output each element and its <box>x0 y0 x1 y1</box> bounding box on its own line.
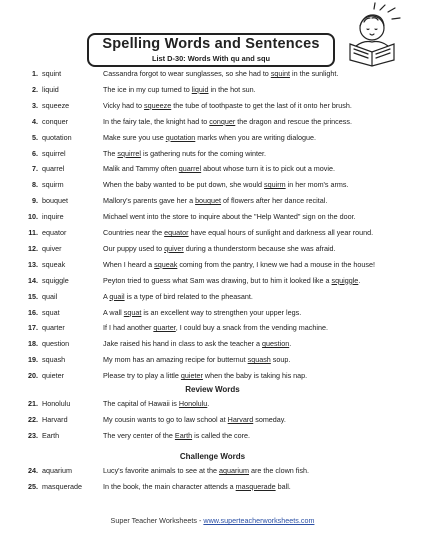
sentence-text: Countries near the <box>103 228 165 237</box>
list-subtitle: List D-30: Words With qu and squ <box>151 54 271 63</box>
word-number: 19. <box>28 355 38 365</box>
spelling-word: quail <box>42 291 58 301</box>
challenge-words-heading: Challenge Words <box>179 452 246 461</box>
sentence-text: the dragon and rescue the princess. <box>235 116 352 126</box>
word-row <box>0 82 425 98</box>
spelling-word: squiggle <box>42 275 69 285</box>
word-number: 20. <box>28 371 38 381</box>
footer <box>0 516 425 525</box>
spelling-word: quotation <box>42 132 72 142</box>
sentence-text: The ice in my cup turned to <box>103 84 192 94</box>
spelling-word: squirrel <box>42 148 66 158</box>
example-sentence <box>103 305 413 321</box>
example-sentence <box>103 273 413 289</box>
sentence-text: when the baby is taking his nap. <box>202 371 308 381</box>
spelling-word: aquarium <box>42 466 72 475</box>
word-row <box>0 257 425 273</box>
sentence-text: in her mom's arms. <box>285 180 349 190</box>
sentence-text: Peyton tried to guess what Sam was drawing, but to him it looked like a <box>103 275 332 285</box>
word-number: 3. <box>32 100 38 110</box>
sentence-text: When I heard a <box>103 259 155 269</box>
word-row <box>0 479 425 495</box>
word-row <box>0 428 425 444</box>
example-sentence <box>103 98 413 114</box>
word-number: 9. <box>32 196 38 206</box>
example-sentence <box>103 412 413 428</box>
word-number: 6. <box>32 148 38 158</box>
word-number: 14. <box>28 275 38 285</box>
underlined-word: squeeze <box>144 100 172 110</box>
underlined-word: squint <box>270 69 290 78</box>
spelling-word: Earth <box>42 430 60 440</box>
sentence-text: The very center of the <box>103 430 175 440</box>
underlined-word: quieter <box>180 371 203 381</box>
sentence-text: coming from the pantry, I knew we had a mouse in the house! <box>177 259 375 269</box>
sentence-text: Vicky had to <box>103 100 145 110</box>
sentence-text: soup. <box>270 355 291 365</box>
word-row <box>0 273 425 289</box>
word-number: 13. <box>28 259 38 269</box>
sentence-text: ball. <box>275 481 291 491</box>
example-sentence <box>103 320 413 336</box>
word-row <box>0 305 425 321</box>
example-sentence <box>103 463 413 479</box>
underlined-word: squat <box>123 307 142 317</box>
sentence-text: someday. <box>253 414 286 424</box>
underlined-word: Earth <box>174 430 193 440</box>
word-row <box>0 146 425 162</box>
spelling-word: squint <box>42 69 62 78</box>
example-sentence <box>103 209 413 225</box>
example-sentence <box>103 146 413 162</box>
word-row <box>0 225 425 241</box>
example-sentence <box>103 289 413 305</box>
spelling-word: quieter <box>42 371 64 381</box>
sentence-text: Michael went into the store to inquire about the "Help Wanted" sign on the door. <box>103 212 356 222</box>
sentence-text: My cousin wants to go to law school at <box>103 414 228 424</box>
underlined-word: Honolulu <box>178 399 208 408</box>
word-number: 21. <box>28 399 38 408</box>
sentence-text: Please try to play a little <box>103 371 181 381</box>
underlined-word: quail <box>109 291 125 301</box>
sentence-text: . <box>207 399 210 408</box>
word-number: 17. <box>28 323 38 333</box>
spelling-word: conquer <box>42 116 68 126</box>
word-number: 24. <box>28 466 38 475</box>
example-sentence <box>103 336 413 352</box>
spelling-word: quarrel <box>42 164 65 174</box>
word-row <box>0 161 425 177</box>
sentence-text: marks when you are writing dialogue. <box>195 132 316 142</box>
spelling-word: liquid <box>42 84 59 94</box>
underlined-word: question <box>262 339 290 349</box>
word-number: 5. <box>32 132 38 142</box>
footer-prefix: Super Teacher Worksheets - <box>110 516 204 525</box>
sentence-text: The capital of Hawaii is <box>103 399 179 408</box>
sentence-text: are the clown fish. <box>249 466 309 475</box>
sentence-text: Malik and Tammy often <box>103 164 179 174</box>
word-row <box>0 209 425 225</box>
example-sentence <box>103 130 413 146</box>
underlined-word: quiver <box>164 243 184 253</box>
word-row <box>0 368 425 384</box>
spelling-word: Harvard <box>42 414 68 424</box>
word-number: 23. <box>28 430 38 440</box>
example-sentence <box>103 193 413 209</box>
sentence-text: . <box>358 275 361 285</box>
word-number: 18. <box>28 339 38 349</box>
underlined-word: squirrel <box>117 148 141 158</box>
word-number: 8. <box>32 180 38 190</box>
underlined-word: squiggle <box>331 275 359 285</box>
sentence-text: in the sunlight. <box>290 69 339 78</box>
example-sentence <box>103 161 413 177</box>
word-number: 25. <box>28 481 38 491</box>
word-number: 10. <box>28 212 38 222</box>
word-row <box>0 336 425 352</box>
word-row <box>0 352 425 368</box>
word-row <box>0 130 425 146</box>
example-sentence <box>103 66 413 82</box>
word-number: 1. <box>32 69 38 78</box>
spelling-word: masquerade <box>42 481 82 491</box>
sentence-text: When the baby wanted to be put down, she would <box>103 180 265 190</box>
spelling-word: quiver <box>42 243 62 253</box>
word-number: 7. <box>32 164 38 174</box>
word-number: 22. <box>28 414 38 424</box>
word-number: 15. <box>28 291 38 301</box>
spelling-word: squeak <box>42 259 66 269</box>
sentence-text: In the fairy tale, the knight had to <box>103 116 210 126</box>
example-sentence <box>103 368 413 384</box>
word-row <box>0 320 425 336</box>
example-sentence <box>103 241 413 257</box>
underlined-word: squirm <box>264 180 286 190</box>
sentence-text: Our puppy used to <box>103 243 165 253</box>
spelling-word: quarter <box>42 323 65 333</box>
example-sentence <box>103 82 413 98</box>
sentence-text: In the book, the main character attends a <box>103 481 236 491</box>
sentence-text: is a type of bird related to the pheasant. <box>124 291 253 301</box>
spelling-word: squeeze <box>42 100 70 110</box>
example-sentence <box>103 479 413 495</box>
underlined-word: bouquet <box>195 196 222 206</box>
review-words-heading: Review Words <box>185 385 240 394</box>
sentence-text: My mom has an amazing recipe for butternut <box>103 355 248 365</box>
word-number: 16. <box>28 307 38 317</box>
sentence-text: the tube of toothpaste to get the last of it onto her brush. <box>171 100 352 110</box>
sentence-text: A <box>103 291 110 301</box>
word-row <box>0 412 425 428</box>
sentence-text: is gathering nuts for the coming winter. <box>140 148 267 158</box>
example-sentence <box>103 428 413 444</box>
word-row <box>0 289 425 305</box>
spelling-word: squash <box>42 355 66 365</box>
example-sentence <box>103 352 413 368</box>
sentence-text: about whose turn it is to pick out a movie. <box>201 164 335 174</box>
underlined-word: squeak <box>154 259 178 269</box>
underlined-word: equator <box>164 228 189 237</box>
underlined-word: conquer <box>209 116 236 126</box>
spelling-word: inquire <box>42 212 64 222</box>
sentence-text: If I had another <box>103 323 154 333</box>
example-sentence <box>103 396 413 412</box>
spelling-word: bouquet <box>42 196 68 206</box>
underlined-word: liquid <box>191 84 209 94</box>
sentence-text: have equal hours of sunlight and darkness all year round. <box>188 228 374 237</box>
sentence-text: of flowers after her dance recital. <box>221 196 328 206</box>
word-number: 12. <box>28 243 38 253</box>
sentence-text: is an excellent way to strengthen your upper legs. <box>141 307 302 317</box>
footer-link[interactable]: www.superteacherworksheets.com <box>203 516 315 525</box>
spelling-word: Honolulu <box>42 399 71 408</box>
sentence-text: . <box>289 339 292 349</box>
word-row <box>0 241 425 257</box>
sentence-text: Lucy's favorite animals to see at the <box>103 466 220 475</box>
sentence-text: A wall <box>103 307 124 317</box>
word-row <box>0 114 425 130</box>
spelling-word: squirm <box>42 180 64 190</box>
spelling-word: squat <box>42 307 60 317</box>
word-row <box>0 463 425 479</box>
word-number: 4. <box>32 116 38 126</box>
sentence-text: is called the core. <box>192 430 251 440</box>
underlined-word: quarter <box>153 323 176 333</box>
word-row <box>0 396 425 412</box>
underlined-word: Harvard <box>227 414 254 424</box>
underlined-word: masquerade <box>235 481 276 491</box>
word-row <box>0 66 425 82</box>
sentence-text: Cassandra forgot to wear sunglasses, so she had to <box>103 69 271 78</box>
example-sentence <box>103 225 413 241</box>
spelling-word: question <box>42 339 70 349</box>
sentence-text: , I could buy a snack from the vending machine. <box>175 323 328 333</box>
underlined-word: quotation <box>165 132 196 142</box>
example-sentence <box>103 177 413 193</box>
word-number: 11. <box>28 228 38 237</box>
word-row <box>0 193 425 209</box>
example-sentence <box>103 114 413 130</box>
sentence-text: during a thunderstorm because she was afraid. <box>183 243 336 253</box>
sentence-text: The <box>103 148 118 158</box>
sentence-text: in the hot sun. <box>208 84 256 94</box>
word-number: 2. <box>32 84 38 94</box>
page-title: Spelling Words and Sentences <box>102 36 320 52</box>
underlined-word: quarrel <box>178 164 202 174</box>
underlined-word: aquarium <box>219 466 250 475</box>
example-sentence <box>103 257 413 273</box>
sentence-text: Make sure you use <box>103 132 166 142</box>
underlined-word: squash <box>247 355 271 365</box>
spelling-word: equator <box>42 228 67 237</box>
word-row <box>0 98 425 114</box>
word-row <box>0 177 425 193</box>
sentence-text: Jake raised his hand in class to ask the teacher a <box>103 339 263 349</box>
sentence-text: Mallory's parents gave her a <box>103 196 196 206</box>
